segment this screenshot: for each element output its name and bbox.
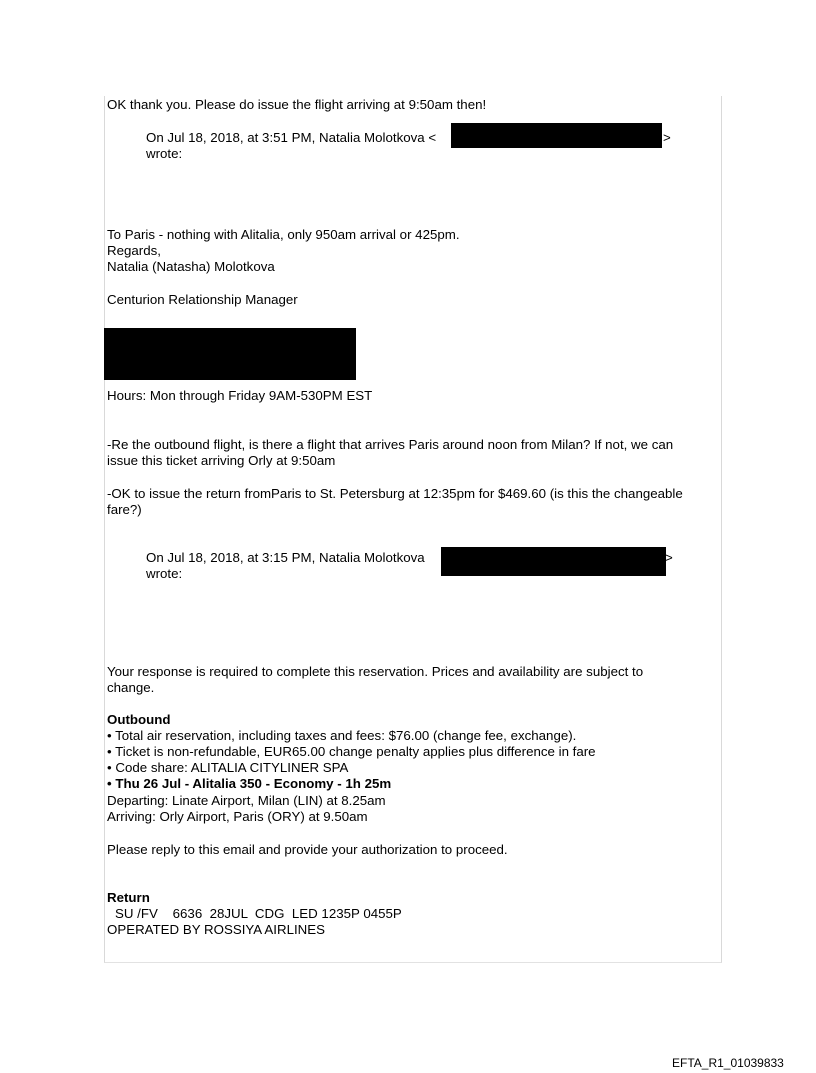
outbound-bullet: • Total air reservation, including taxes and fees: $76.00 (change fee, exchange). <box>107 728 577 743</box>
quote-header-2-suffix: > <box>665 550 673 565</box>
regards: Regards, <box>107 243 161 258</box>
departing-line: Departing: Linate Airport, Milan (LIN) at 8.25am <box>107 793 386 808</box>
outbound-bullet: • Code share: ALITALIA CITYLINER SPA <box>107 760 349 775</box>
return-approval-line-1: -OK to issue the return fromParis to St. Petersburg at 12:35pm for $469.60 (is this the changeable <box>107 486 683 501</box>
authorization-request: Please reply to this email and provide your authorization to proceed. <box>107 842 508 857</box>
signature-title: Centurion Relationship Manager <box>107 292 298 307</box>
outbound-heading: Outbound <box>107 712 171 727</box>
reservation-notice-line-2: change. <box>107 680 155 695</box>
signature-hours: Hours: Mon through Friday 9AM-530PM EST <box>107 388 373 403</box>
outbound-flight: • Thu 26 Jul - Alitalia 350 - Economy - 1h 25m <box>107 776 392 791</box>
return-approval-line-2: fare?) <box>107 502 142 517</box>
redaction-box-email-2 <box>441 547 666 576</box>
outbound-question-line-2: issue this ticket arriving Orly at 9:50am <box>107 453 336 468</box>
outbound-question-line-1: -Re the outbound flight, is there a flight that arrives Paris around noon from Milan? If not, we can <box>107 437 674 452</box>
reservation-notice-line-1: Your response is required to complete this reservation. Prices and availability are subject to <box>107 664 644 679</box>
redaction-box-email-1 <box>451 123 662 148</box>
redaction-box-contact <box>104 328 356 380</box>
document-id: EFTA_R1_01039833 <box>672 1056 784 1070</box>
signature-name: Natalia (Natasha) Molotkova <box>107 259 275 274</box>
quote-header-1: On Jul 18, 2018, at 3:51 PM, Natalia Molotkova < <box>146 130 437 145</box>
outbound-bullet: • Ticket is non-refundable, EUR65.00 change penalty applies plus difference in fare <box>107 744 596 759</box>
reply-line: OK thank you. Please do issue the flight arriving at 9:50am then! <box>107 97 487 112</box>
arriving-line: Arriving: Orly Airport, Paris (ORY) at 9.50am <box>107 809 368 824</box>
return-heading: Return <box>107 890 150 905</box>
operated-by: OPERATED BY ROSSIYA AIRLINES <box>107 922 325 937</box>
quote-header-1-suffix: > <box>663 130 671 145</box>
quote-wrote-1: wrote: <box>146 146 183 161</box>
return-flight-line: SU /FV 6636 28JUL CDG LED 1235P 0455P <box>115 906 402 921</box>
quote-header-2: On Jul 18, 2018, at 3:15 PM, Natalia Molotkova <box>146 550 425 565</box>
quote-wrote-2: wrote: <box>146 566 183 581</box>
message-line-paris: To Paris - nothing with Alitalia, only 950am arrival or 425pm. <box>107 227 460 242</box>
